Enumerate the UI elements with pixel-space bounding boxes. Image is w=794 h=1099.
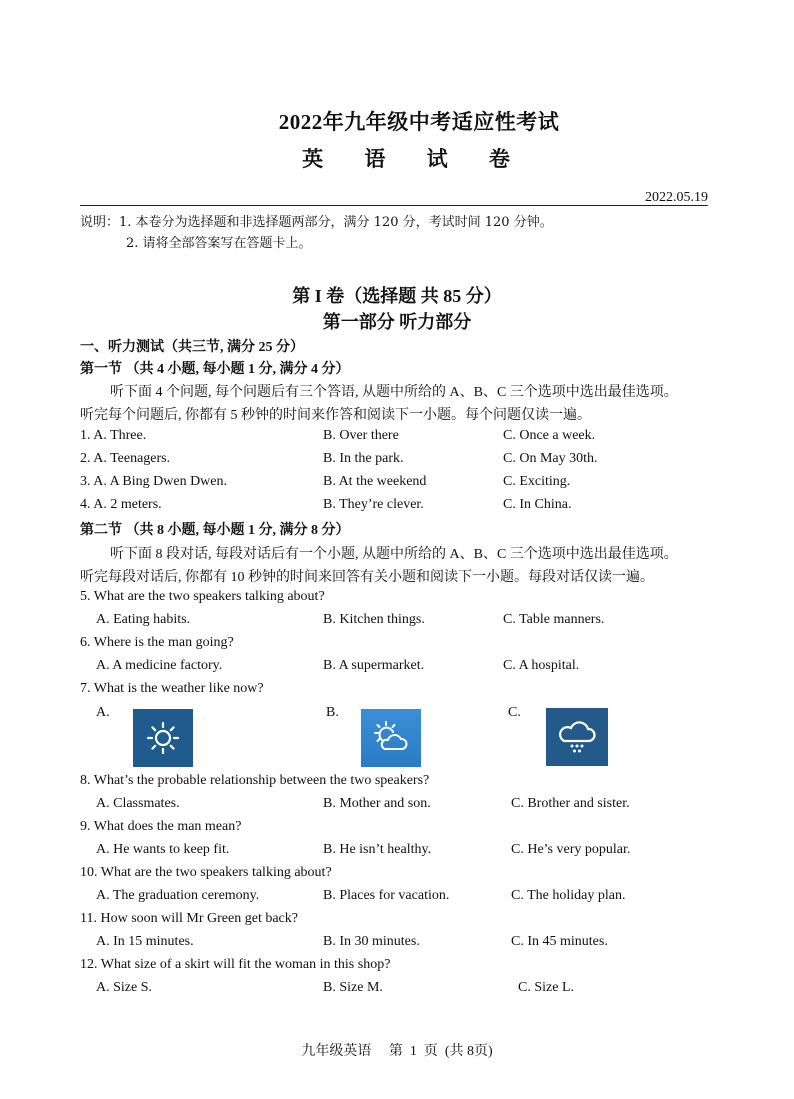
q4-option-a: 4. A. 2 meters.	[80, 497, 162, 512]
section2-instruction-1: 听下面 8 段对话, 每段对话后有一个小题, 从题中所给的 A、B、C 三个选项中选出最佳选项。	[110, 547, 678, 562]
q9-question: 9. What does the man mean?	[80, 819, 242, 834]
sun-behind-cloud-icon	[361, 709, 421, 767]
q10-question: 10. What are the two speakers talking about?	[80, 865, 332, 880]
q4-option-b: B. They’re clever.	[323, 497, 424, 512]
q2-option-b: B. In the park.	[323, 451, 404, 466]
q6-option-b: B. A supermarket.	[323, 658, 425, 673]
q11-option-b: B. In 30 minutes.	[323, 934, 420, 949]
q2-option-c: C. On May 30th.	[503, 451, 598, 466]
q12-option-b: B. Size M.	[323, 980, 383, 995]
q7-option-a-label: A.	[96, 705, 110, 720]
q4-option-c: C. In China.	[503, 497, 572, 512]
section2-instruction-2: 听完每段对话后, 你都有 10 秒钟的时间来回答有关小题和阅读下一小题。每段对话仅读一遍。	[80, 570, 654, 585]
section1-heading: 第一节 （共 4 小题, 每小题 1 分, 满分 4 分）	[80, 362, 350, 377]
header-divider	[80, 205, 708, 206]
q6-option-a: A. A medicine factory.	[96, 658, 223, 673]
q7-question: 7. What is the weather like now?	[80, 681, 264, 696]
q10-option-a: A. The graduation ceremony.	[96, 888, 260, 903]
section2-heading: 第二节 （共 8 小题, 每小题 1 分, 满分 8 分）	[80, 523, 350, 538]
instructions-line-1: 说明：1. 本卷分为选择题和非选择题两部分，满分 120 分，考试时间 120 分钟。	[80, 215, 553, 230]
q1-option-a: 1. A. Three.	[80, 428, 147, 443]
q9-option-c: C. He’s very popular.	[511, 842, 631, 857]
q8-option-b: B. Mother and son.	[323, 796, 431, 811]
q10-option-c: C. The holiday plan.	[511, 888, 626, 903]
sun-icon	[133, 709, 193, 767]
page-footer: 九年级英语 第 1 页 (共 8页)	[301, 1044, 493, 1059]
q9-option-b: B. He isn’t healthy.	[323, 842, 432, 857]
q8-question: 8. What’s the probable relationship between the two speakers?	[80, 773, 430, 788]
q10-option-b: B. Places for vacation.	[323, 888, 450, 903]
q3-option-a: 3. A. A Bing Dwen Dwen.	[80, 474, 227, 489]
q12-option-c: C. Size L.	[518, 980, 574, 995]
part-title: 第一部分 听力部分	[322, 312, 472, 332]
volume-title: 第 I 卷（选择题 共 85 分）	[292, 286, 502, 306]
q5-question: 5. What are the two speakers talking about?	[80, 589, 325, 604]
q3-option-c: C. Exciting.	[503, 474, 571, 489]
q1-option-c: C. Once a week.	[503, 428, 596, 443]
q5-option-a: A. Eating habits.	[96, 612, 191, 627]
section1-instruction-2: 听完每个问题后, 你都有 5 秒钟的时间来作答和阅读下一小题。每个问题仅读一遍。	[80, 408, 591, 423]
listening-heading: 一、听力测试（共三节, 满分 25 分）	[80, 340, 304, 355]
q11-question: 11. How soon will Mr Green get back?	[80, 911, 298, 926]
q7-option-b-label: B.	[326, 705, 339, 720]
q1-option-b: B. Over there	[323, 428, 399, 443]
exam-date: 2022.05.19	[645, 190, 708, 205]
rain-cloud-icon	[546, 708, 608, 766]
section1-instruction-1: 听下面 4 个问题, 每个问题后有三个答语, 从题中所给的 A、B、C 三个选项中选出最佳选项。	[110, 385, 678, 400]
q11-option-c: C. In 45 minutes.	[511, 934, 608, 949]
q8-option-c: C. Brother and sister.	[511, 796, 630, 811]
q6-option-c: C. A hospital.	[503, 658, 580, 673]
q12-option-a: A. Size S.	[96, 980, 152, 995]
q6-question: 6. Where is the man going?	[80, 635, 234, 650]
q9-option-a: A. He wants to keep fit.	[96, 842, 230, 857]
instructions-line-2: 2. 请将全部答案写在答题卡上。	[126, 236, 312, 251]
q7-option-c-label: C.	[508, 705, 521, 720]
q2-option-a: 2. A. Teenagers.	[80, 451, 171, 466]
q3-option-b: B. At the weekend	[323, 474, 427, 489]
q8-option-a: A. Classmates.	[96, 796, 180, 811]
q5-option-c: C. Table manners.	[503, 612, 605, 627]
q5-option-b: B. Kitchen things.	[323, 612, 425, 627]
exam-title: 2022年九年级中考适应性考试	[278, 110, 560, 134]
q11-option-a: A. In 15 minutes.	[96, 934, 194, 949]
q12-question: 12. What size of a skirt will fit the woman in this shop?	[80, 957, 391, 972]
exam-subtitle: 英 语 试 卷	[302, 147, 528, 171]
